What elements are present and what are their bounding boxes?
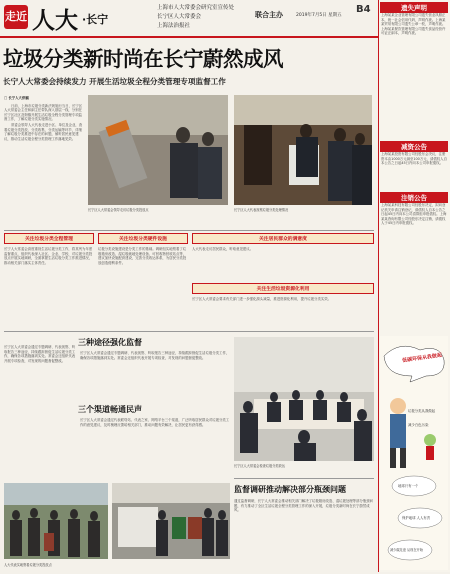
lead-paragraph: 常委会领导人大代表走进小区、单位及企业，查看垃圾分类投放、分类收集、分类运输等环节，详细了解垃圾分类推进中存在的问题，倾听居民意见建议，推动生活垃圾全程分类管理工作落地见效。 <box>4 122 83 141</box>
ad-slogan: 低碳环保从我做起 <box>401 352 443 365</box>
photo-meeting <box>234 337 374 461</box>
ad-note: 地球只有一个 <box>398 484 419 488</box>
box-1 <box>4 233 94 327</box>
ad-note: 垃圾分类从我做起 <box>408 409 436 413</box>
masthead-page: B4 <box>356 4 371 15</box>
lead-paragraph: 日前，上海市垃圾分类新法规施行当日，长宁区人大常委会主任和副主任带队深入基层一线，分别在长宁区社区及街镇开展生活垃圾全程分类管理专项监督工作，了解垃圾分类实施情况。 <box>4 103 83 122</box>
mid-left-text: 长宁区人大常委会通过专题调研、代表视察、听取报告三种途径，持续跟踪督促生活垃圾分类工作，确保各项措施落到实处。常委会还组织代表开展专项检查，对发现的问题督促整改。 <box>4 345 76 363</box>
box-text: 长宁区人大常委会要求有关部门进一步强化源头减量，推进资源化利用，提升垃圾分类实效。 <box>192 297 332 301</box>
byline: □ 长宁人大供稿 <box>4 96 29 100</box>
masthead-org2: 长宁区人大常委会 <box>157 14 202 20</box>
section-text: 长宁区人大常委会通过专题调研、代表视察、听取报告三种途径，持续跟踪督促生活垃圾分类工作，确保各项措施落到实处。常委会还组织代表开展专项检查，对发现的问题督促整改。 <box>80 351 230 360</box>
box-title: 关注生活垃圾资源化利用 <box>192 283 374 294</box>
box-text: 长宁人大常委会高度重视生活垃圾分类工作，将其列为年度监督重点，组织代表深入社区、企业、学校，对垃圾分类投放点开展实地调研，全面掌握生活垃圾分类工作推进情况，推动相关部门落实主体责任。 <box>4 247 93 265</box>
masthead-date: 2019年7月5日 星期五 <box>296 13 342 18</box>
photo-inspection <box>234 95 372 205</box>
section-title: 三个渠道畅通民声 <box>78 405 142 414</box>
masthead-org3: 上海法治报社 <box>157 23 191 29</box>
photo-community <box>4 483 108 559</box>
ad-note: 减少白色污染 <box>408 423 429 427</box>
box-text: 垃圾分类设施建设是分类工作的基础。调研组实地察看了垃圾箱房改造、湿垃圾就地处理设备、可回收物回收站点等，建议加快设施配套建设，完善分类收运体系，为居民分类投放创造便利条件。 <box>98 247 187 265</box>
sidebar-title: 减资公告 <box>380 141 448 152</box>
masthead-brand: 人大 <box>32 7 78 34</box>
supervision-title: 监督调研推动解决部分瓶颈问题 <box>234 485 346 494</box>
page-headline: 垃圾分类新时尚在长宁蔚然成风 <box>3 47 283 71</box>
masthead-joint: 联合主办 <box>255 11 283 19</box>
sidebar-text: 上海某某科技有限公司经股东决定，拟向登记机关申请注销登记，请债权人自本公告之日起45日内向本公司清算组申报债权。上海某某咨询有限公司经股东决定注销，请债权人于45日内申报债权。 <box>381 203 447 226</box>
eco-ad <box>380 336 448 570</box>
photo-collection <box>112 483 230 559</box>
ad-note: 减少碳足迹 从现在开始 <box>390 548 423 552</box>
section-text: 长宁区人大常委会通过代表联络站、代表之家、网络平台三个渠道，广泛听取居民群众对垃圾分类工作的意见建议，及时梳理反馈给相关部门，推动问题有效解决，让居民更有获得感。 <box>80 418 230 427</box>
masthead-org1: 上海市人大常委会研究室宣传处 <box>157 5 235 11</box>
divider <box>234 478 374 479</box>
photo-caption: 长宁区人大常委会检查垃圾分类收运 <box>234 464 285 468</box>
masthead-badge: 走近 <box>4 5 28 29</box>
section-title: 三种途径强化监督 <box>78 338 142 347</box>
sidebar-text: 上海某某投资有限公司经股东会决议，注册资本由1000万元减至100万元，请债权人自本公告之日起45日内向本公司申报债权。 <box>381 152 447 166</box>
box-2 <box>98 233 188 327</box>
photo-caption: 长宁区人大常委会领导走访垃圾分类投放点 <box>88 208 149 212</box>
photo-caption: 人大代表实地察看垃圾分类投放点 <box>4 563 52 567</box>
eco-illustration <box>380 336 448 570</box>
box-title: 关注垃圾分类全程管理 <box>4 233 94 244</box>
box-title: 关注居民群众的满意度 <box>192 233 374 244</box>
box-4 <box>192 283 374 327</box>
supervision-text: 通过监督调研，长宁人大常委会推动相关部门解决了垃圾箱房改造、湿垃圾处理等部分瓶颈问题，有力推动了全区生活垃圾全程分类管理工作的深入开展，垃圾分类新时尚在长宁蔚然成风。 <box>234 499 374 513</box>
sidebar-text: 上海某某企业管理有限公司遗失营业执照正本，统一社会信用代码，声明作废。上海某某贸易有限公司遗失公章一枚，声明作废。上海某某餐饮管理有限公司遗失食品经营许可证正副本，声明作废。 <box>381 13 446 36</box>
box-title: 关注垃圾分类硬件设施 <box>98 233 188 244</box>
box-text: 人大代表走访居民群众，听取意见建议。 <box>192 247 254 251</box>
masthead-slash: ·长宁 <box>82 13 109 26</box>
photo-sorting-bins <box>88 95 228 205</box>
sidebar-title: 遗失声明 <box>380 2 448 13</box>
ad-note: 保护地球 人人有责 <box>402 516 431 520</box>
sidebar-title: 注销公告 <box>380 192 448 203</box>
photo-caption: 长宁区人大代表视察垃圾分类处理情况 <box>234 208 289 212</box>
lead-article <box>4 96 84 228</box>
divider <box>4 331 374 332</box>
box-3 <box>192 233 374 281</box>
page-subheadline: 长宁人大常委会持续发力 开展生活垃圾全程分类管理专项监督工作 <box>3 77 226 86</box>
